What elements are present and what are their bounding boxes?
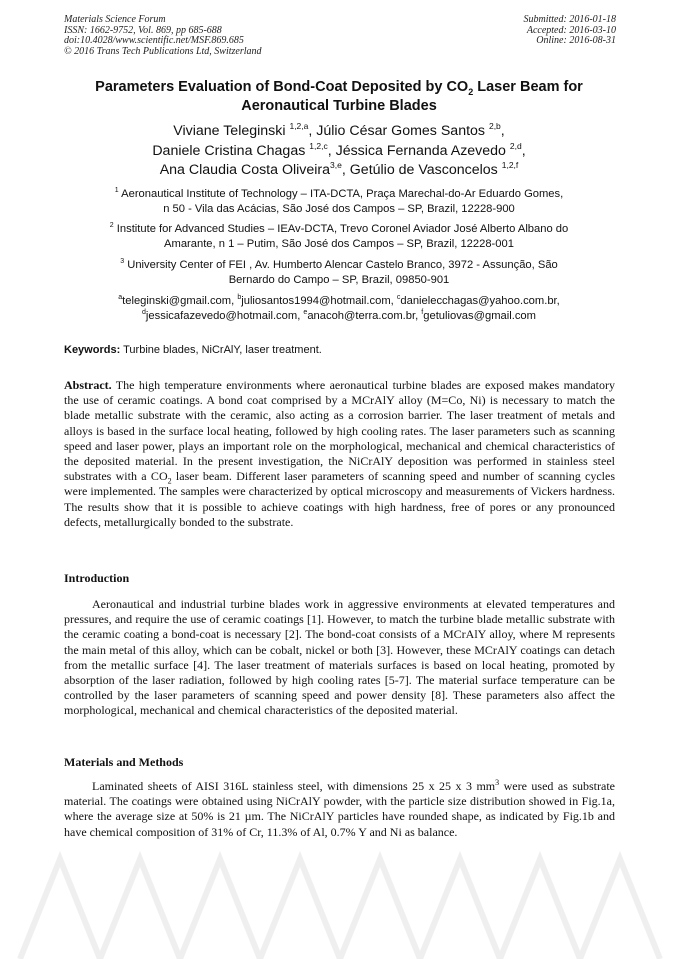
abstract-text-1: The high temperature environments where aeronautical turbine blades are exposed makes mandatory the use of ceramic coatings. A bond coat comprised by a MCrAlY alloy (M=Co, Ni) is necessary to match the blade metallic substrate with the ceramic, also acting as a corrosion barrier. The laser treatment of metals and alloys is based in the surface local heating, followed by high cooling rates. The laser parameters such as scanning speed and laser power, plays an important role on the morphological, mechanical and chemical characteristics of the deposited material. In the present investigation, the NiCrAlY deposition was performed in stainless steel substrates with a CO (64, 378, 615, 484)
author-affiliation-mark: 2,b (488, 121, 501, 131)
journal-name: Materials Science Forum (64, 14, 166, 25)
email-address[interactable]: danielecchagas@yahoo.com.br (400, 295, 557, 307)
abstract-text-2: laser beam. Different laser parameters of scanning speed and number of scanning cycles were implemented. The samples were characterized by optical microscopy and measurements of Vickers hardness. The results show that it is possible to achieve coatings with high hardness, free of pores or any pronounced defects, metallurgically bonded to the substrate. (64, 469, 615, 529)
email-separator: , (415, 309, 422, 322)
paper-title (40, 78, 638, 116)
email-address[interactable]: getuliovas@gmail.com (423, 309, 536, 322)
methods-text-1: Laminated sheets of AISI 316L stainless steel, with dimensions 25 x 25 x 3 mm (92, 779, 496, 793)
journal-copyright: © 2016 Trans Tech Publications Ltd, Switzerland (64, 45, 262, 57)
author-affiliation-mark: 1,2,c (309, 140, 328, 151)
email-address[interactable]: jessicafazevedo@hotmail.com (145, 309, 298, 322)
author-separator: , (521, 142, 526, 159)
email-separator: , (297, 309, 304, 322)
abstract-label: Abstract. (64, 378, 112, 392)
affiliation-number: 3 (120, 258, 125, 265)
email-mark: e (303, 308, 308, 316)
email-mark: b (237, 294, 242, 301)
title-part-1: Parameters Evaluation of Bond-Coat Deposited by CO (95, 79, 469, 95)
author-affiliation-mark: 1,2,a (289, 121, 309, 131)
author-name: Viviane Teleginski (173, 123, 286, 139)
accepted-date: Accepted: 2016-03-10 (526, 24, 616, 36)
author-name: Getúlio de Vasconcelos (349, 162, 498, 178)
email-list (60, 294, 618, 323)
email-separator: , (390, 295, 397, 307)
email-mark: a (118, 294, 123, 301)
affiliation-line: Aeronautical Institute of Technology – ITA-DCTA, Praça Marechal-do-Ar Eduardo Gomes, (118, 188, 564, 200)
email-mark: c (396, 294, 401, 301)
methods-superscript: 3 (495, 778, 500, 787)
keywords-label: Keywords: (64, 344, 121, 356)
abstract (64, 378, 615, 530)
affiliation-1 (60, 187, 618, 216)
author-separator: , (341, 162, 350, 178)
methods-text-2: were used as substrate material. The coatings were obtained using NiCrAlY powder, with the particle size distribution showed in Fig.1a, where the average size at 50% is 21 µm. The NiCrAlY particles have rounded shape, as indicated by Fig.1b and have chemical composition of 31% of Cr, 11.3% of Al, 0.7% Y and Ni as balance. (64, 779, 615, 839)
author-affiliation-mark: 3,e (330, 160, 342, 170)
affiliation-number: 1 (114, 187, 119, 194)
keywords-text: Turbine blades, NiCrAlY, laser treatment. (120, 344, 322, 356)
introduction-paragraph: Aeronautical and industrial turbine blades work in aggressive environments at elevated temperatures and pressures, and require the use of ceramic coatings [1]. However, to match the turbine blade metallic substrate with the ceramic coating a bond-coat is necessary [2]. The bond-coat consists of a MCrAlY alloy, where M represents the main metal of this alloy, which can be cobalt, nickel or both [3]. However, these MCrAlY coatings can detach from the metallic surface [4]. The laser treatment of materials surfaces is based on local heating, promoted by absorption of the laser radiation, followed by high cooling rates [5-7]. The material surface temperature can be controlled by the laser parameters of scanning speed and power density [8]. These parameters also affect the morphological, mechanical and chemical characteristics of the deposited material. (64, 597, 615, 718)
author-name: Jéssica Fernanda Azevedo (335, 142, 506, 159)
affiliation-line: Bernardo do Campo – SP, Brazil, 09850-901 (228, 273, 450, 286)
email-separator: , (231, 295, 238, 307)
keywords (64, 344, 322, 357)
introduction-heading: Introduction (64, 571, 130, 585)
email-address[interactable]: anacoh@terra.com.br (307, 309, 416, 322)
background-watermark (0, 839, 678, 959)
author-name: Ana Claudia Costa Oliveira (159, 162, 331, 178)
affiliation-2 (60, 222, 618, 251)
email-mark: f (421, 308, 424, 316)
author-name: Júlio César Gomes Santos (316, 123, 486, 139)
submitted-date: Submitted: 2016-01-18 (523, 14, 616, 25)
email-mark: d (142, 308, 146, 316)
submission-dates (524, 15, 617, 47)
title-part-2: Laser Beam for (473, 79, 583, 95)
author-separator: , (500, 123, 505, 139)
journal-issn: ISSN: 1662-9752, Vol. 869, pp 685-688 (64, 24, 222, 36)
email-separator: , (556, 295, 560, 307)
title-subscript: 2 (468, 86, 474, 97)
affiliation-line: University Center of FEI , Av. Humberto Alencar Castelo Branco, 3972 - Assunção, São (124, 259, 558, 271)
affiliation-line: n 50 - Vila das Acácias, São José dos Campos – SP, Brazil, 12228-900 (163, 202, 515, 215)
affiliation-number: 2 (109, 222, 114, 229)
affiliation-line: Institute for Advanced Studies – IEAv-DCTA, Trevo Coronel Aviador José Alberto Albano do (113, 223, 569, 235)
author-affiliation-mark: 2,d (509, 140, 522, 151)
methods-paragraph (64, 779, 615, 840)
email-address[interactable]: teleginski@gmail.com (122, 295, 232, 307)
email-address[interactable]: juliosantos1994@hotmail.com (241, 295, 391, 307)
online-date: Online: 2016-08-31 (536, 35, 616, 47)
author-name: Daniele Cristina Chagas (152, 142, 306, 159)
author-separator: , (327, 142, 336, 159)
affiliation-3 (60, 258, 618, 287)
author-list (40, 122, 638, 181)
journal-info (64, 15, 262, 57)
methods-heading: Materials and Methods (64, 755, 184, 769)
title-line-2: Aeronautical Turbine Blades (241, 98, 437, 114)
author-affiliation-mark: 1,2,f (501, 160, 519, 170)
author-separator: , (308, 123, 317, 139)
journal-doi[interactable]: doi:10.4028/www.scientific.net/MSF.869.685 (64, 35, 244, 47)
abstract-subscript: 2 (167, 476, 172, 486)
affiliation-line: Amarante, n 1 – Putim, São José dos Campos – SP, Brazil, 12228-001 (164, 237, 514, 250)
